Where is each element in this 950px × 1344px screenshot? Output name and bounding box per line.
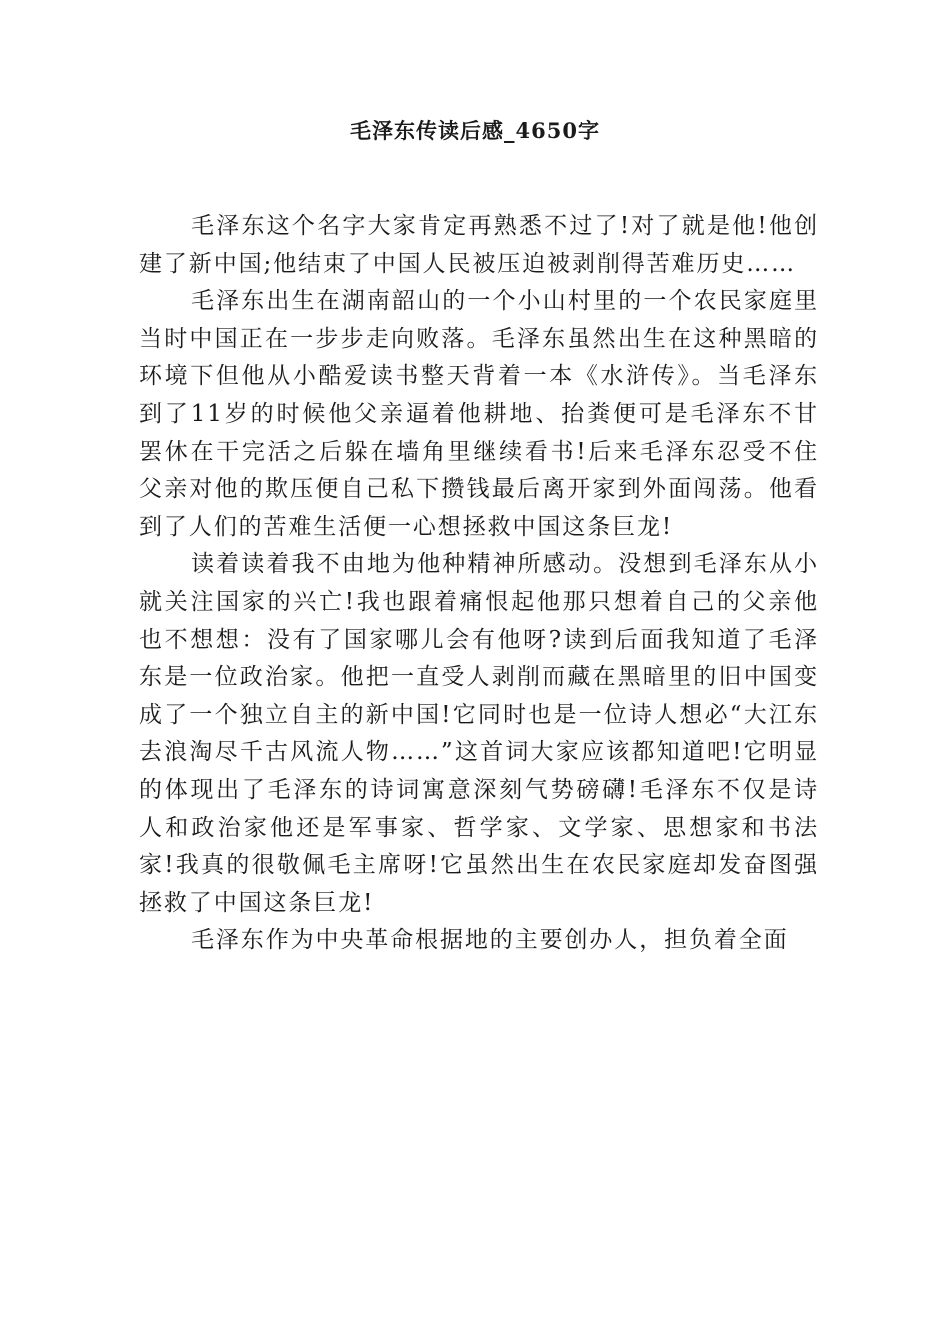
paragraph: 毛泽东这个名字大家肯定再熟悉不过了!对了就是他!他创建了新中国;他结束了中国人民被压迫被剥削得苦难历史…… — [139, 213, 819, 277]
paragraph: 读着读着我不由地为他种精神所感动。没想到毛泽东从小就关注国家的兴亡!我也跟着痛恨起他那只想着自己的父亲他也不想想：没有了国家哪儿会有他呀?读到后面我知道了毛泽东是一位政治家。他把一直受人剥削而藏在黑暗里的旧中国变成了一个独立自主的新中国!它同时也是一位诗人想必“大江东去浪淘尽千古风流人物……”这首词大家应该都知道吧!它明显的体现出了毛泽东的诗词寓意深刻气势磅礴!毛泽东不仅是诗人和政治家他还是军事家、哲学家、文学家、思想家和书法家!我真的很敬佩毛主席呀!它虽然出生在农民家庭却发奋图强拯救了中国这条巨龙! — [139, 551, 819, 916]
paragraph: 毛泽东作为中央革命根据地的主要创办人，担负着全面 — [191, 927, 789, 954]
document-title: 毛泽东传读后感_4650字 — [350, 118, 600, 143]
document-body — [139, 208, 819, 960]
paragraph: 毛泽东出生在湖南韶山的一个小山村里的一个农民家庭里当时中国正在一步步走向败落。毛泽东虽然出生在这种黑暗的环境下但他从小酷爱读书整天背着一本《水浒传》。当毛泽东到了11岁的时候他父亲逼着他耕地、抬粪便可是毛泽东不甘罢休在干完活之后躲在墙角里继续看书!后来毛泽东忍受不住父亲对他的欺压便自己私下攒钱最后离开家到外面闯荡。他看到了人们的苦难生活便一心想拯救中国这条巨龙! — [139, 288, 819, 540]
